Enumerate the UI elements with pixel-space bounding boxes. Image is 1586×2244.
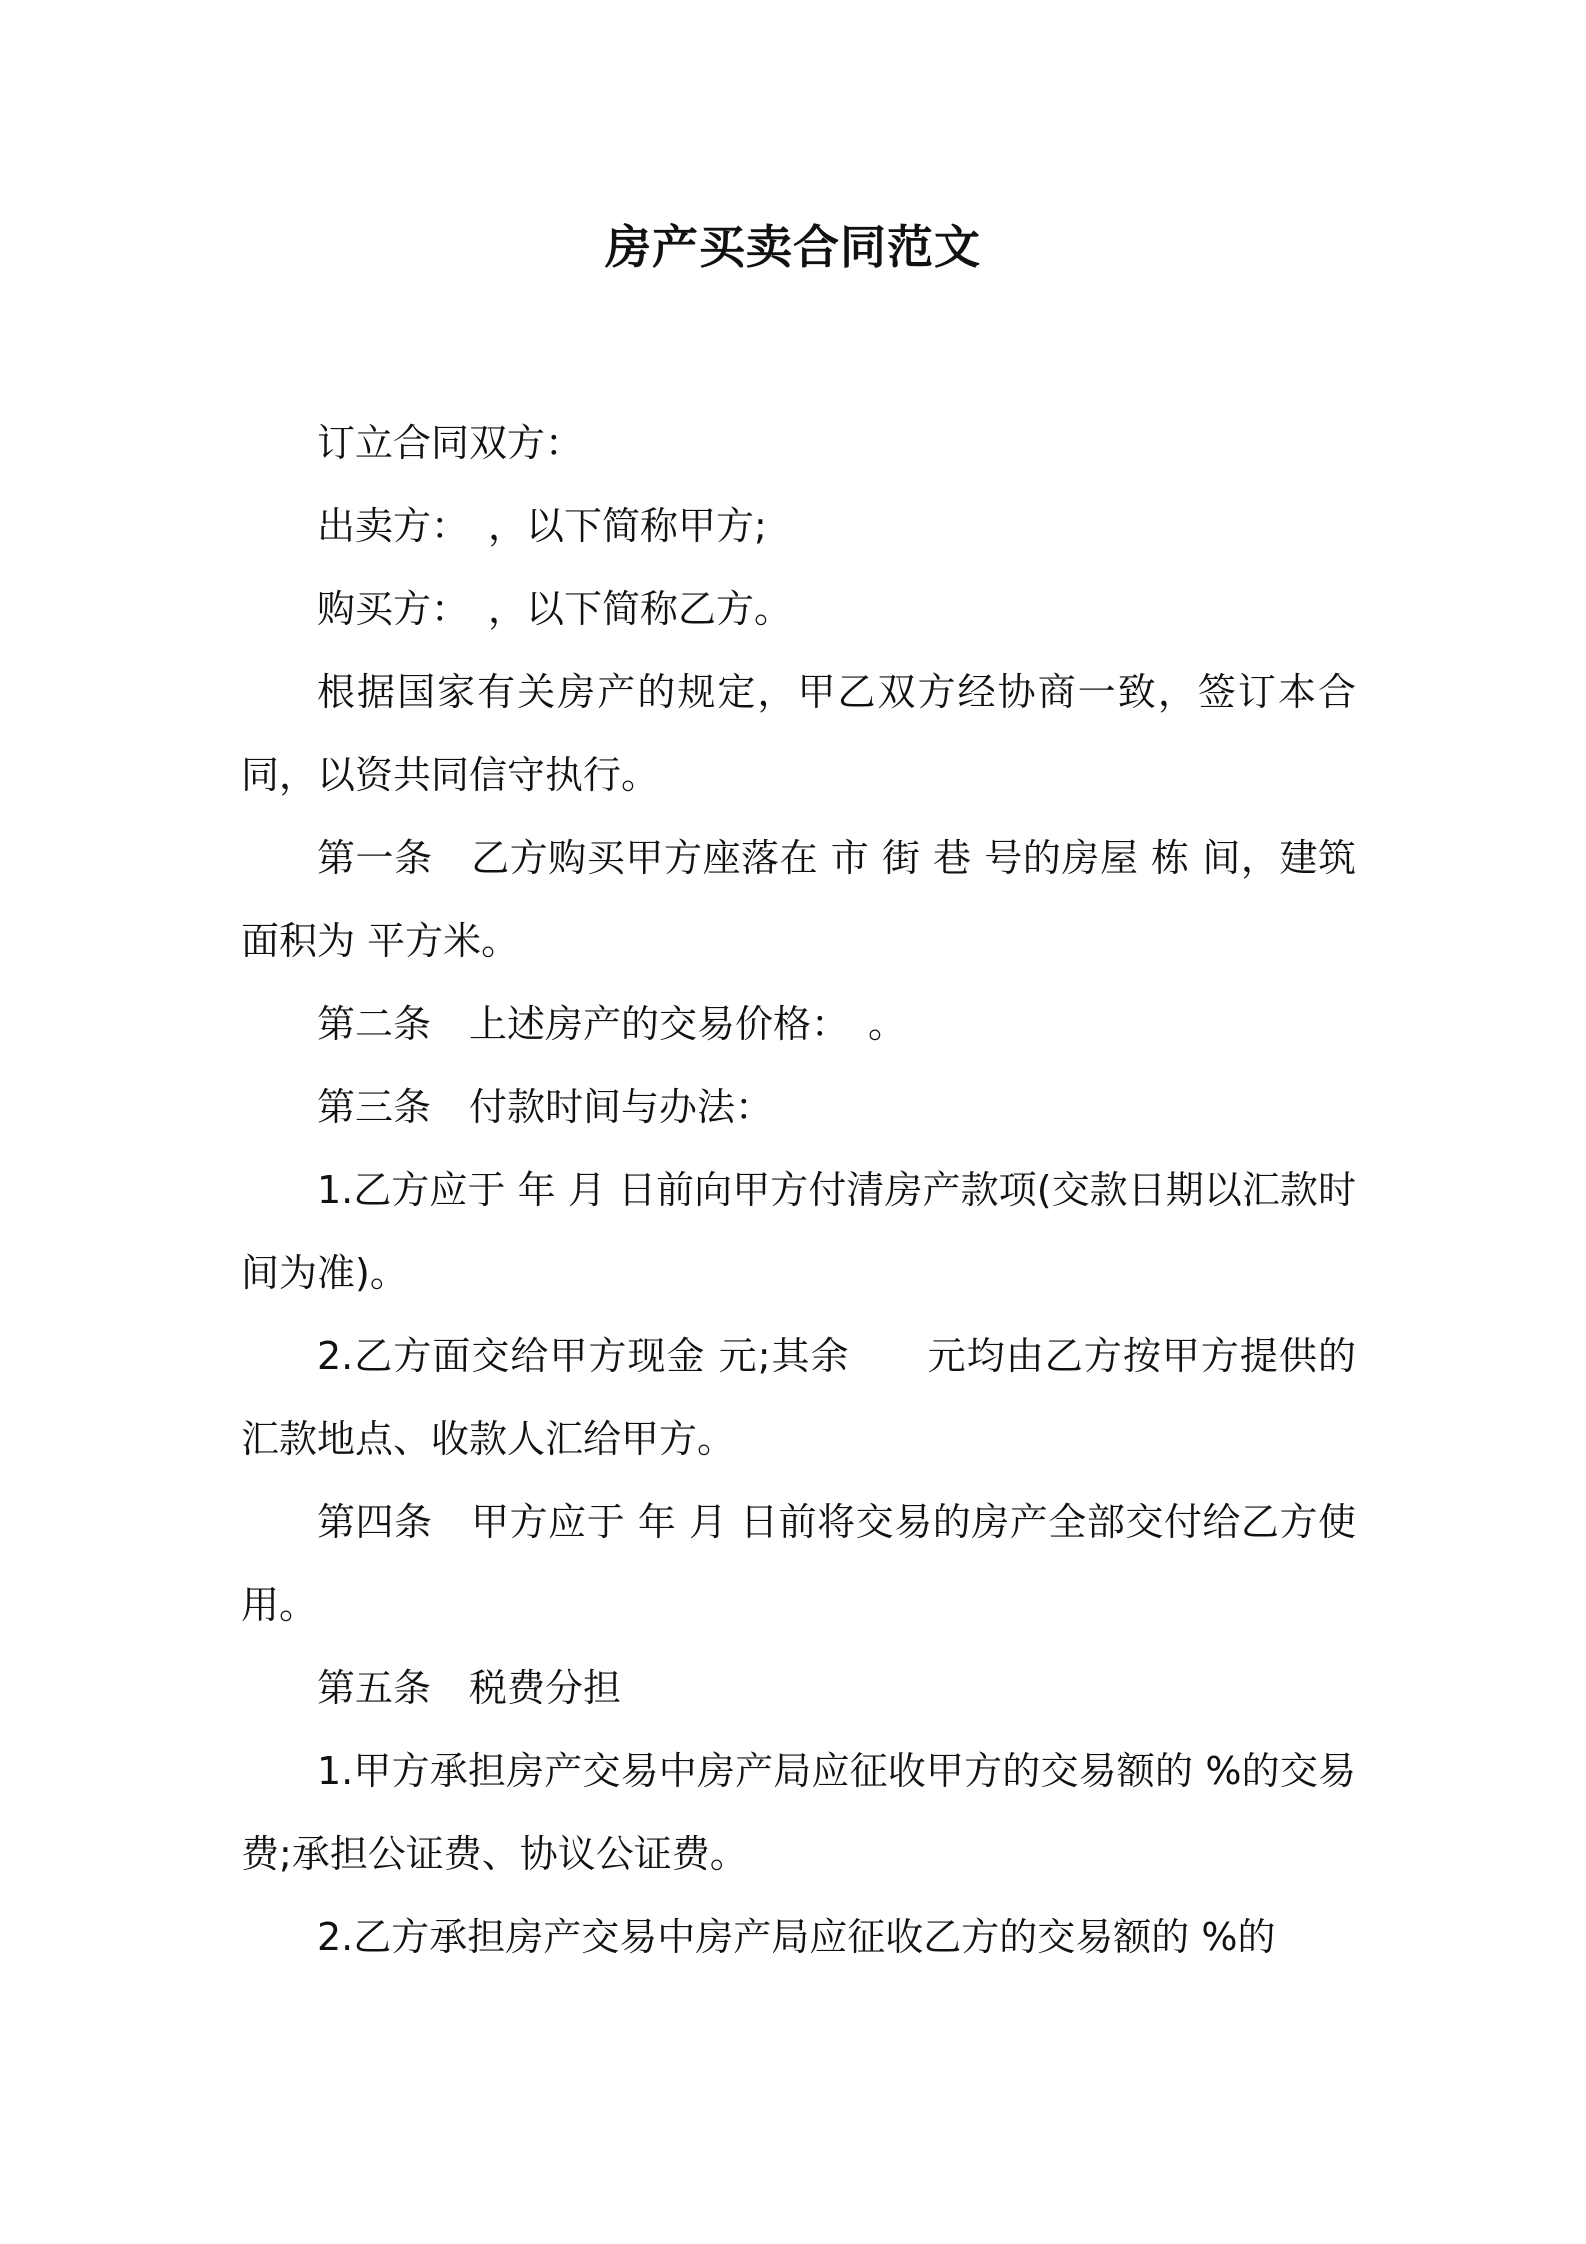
paragraph-article-5-item-1: 1.甲方承担房产交易中房产局应征收甲方的交易额的 %的交易费;承担公证费、协议公证费。 (241, 1749, 1356, 1876)
paragraph-preamble: 根据国家有关房产的规定，甲乙双方经协商一致，签订本合同，以资共同信守执行。 (241, 670, 1356, 797)
paragraph-article-3: 第三条 付款时间与办法： (317, 1085, 774, 1129)
paragraph-article-5: 第五条 税费分担 (317, 1666, 622, 1710)
paragraph-article-3-item-1: 1.乙方应于 年 月 日前向甲方付清房产款项(交款日期以汇款时间为准)。 (241, 1168, 1356, 1295)
paragraph-article-5-item-2: 2.乙方承担房产交易中房产局应征收乙方的交易额的 %的 (317, 1915, 1276, 1959)
document-title: 房产买卖合同范文 (605, 220, 981, 274)
paragraph-parties-heading: 订立合同双方： (317, 421, 584, 465)
document-body (241, 402, 1356, 1979)
paragraph-article-3-item-2: 2.乙方面交给甲方现金 元;其余 元均由乙方按甲方提供的汇款地点、收款人汇给甲方。 (241, 1334, 1356, 1461)
paragraph-article-4: 第四条 甲方应于 年 月 日前将交易的房产全部交付给乙方使用。 (241, 1500, 1356, 1627)
paragraph-seller: 出卖方： ，以下简称甲方; (317, 504, 767, 548)
paragraph-article-2: 第二条 上述房产的交易价格： 。 (317, 1002, 907, 1046)
paragraph-article-1: 第一条 乙方购买甲方座落在 市 街 巷 号的房屋 栋 间，建筑面积为 平方米。 (241, 836, 1356, 963)
paragraph-buyer: 购买方： ，以下简称乙方。 (317, 587, 793, 631)
